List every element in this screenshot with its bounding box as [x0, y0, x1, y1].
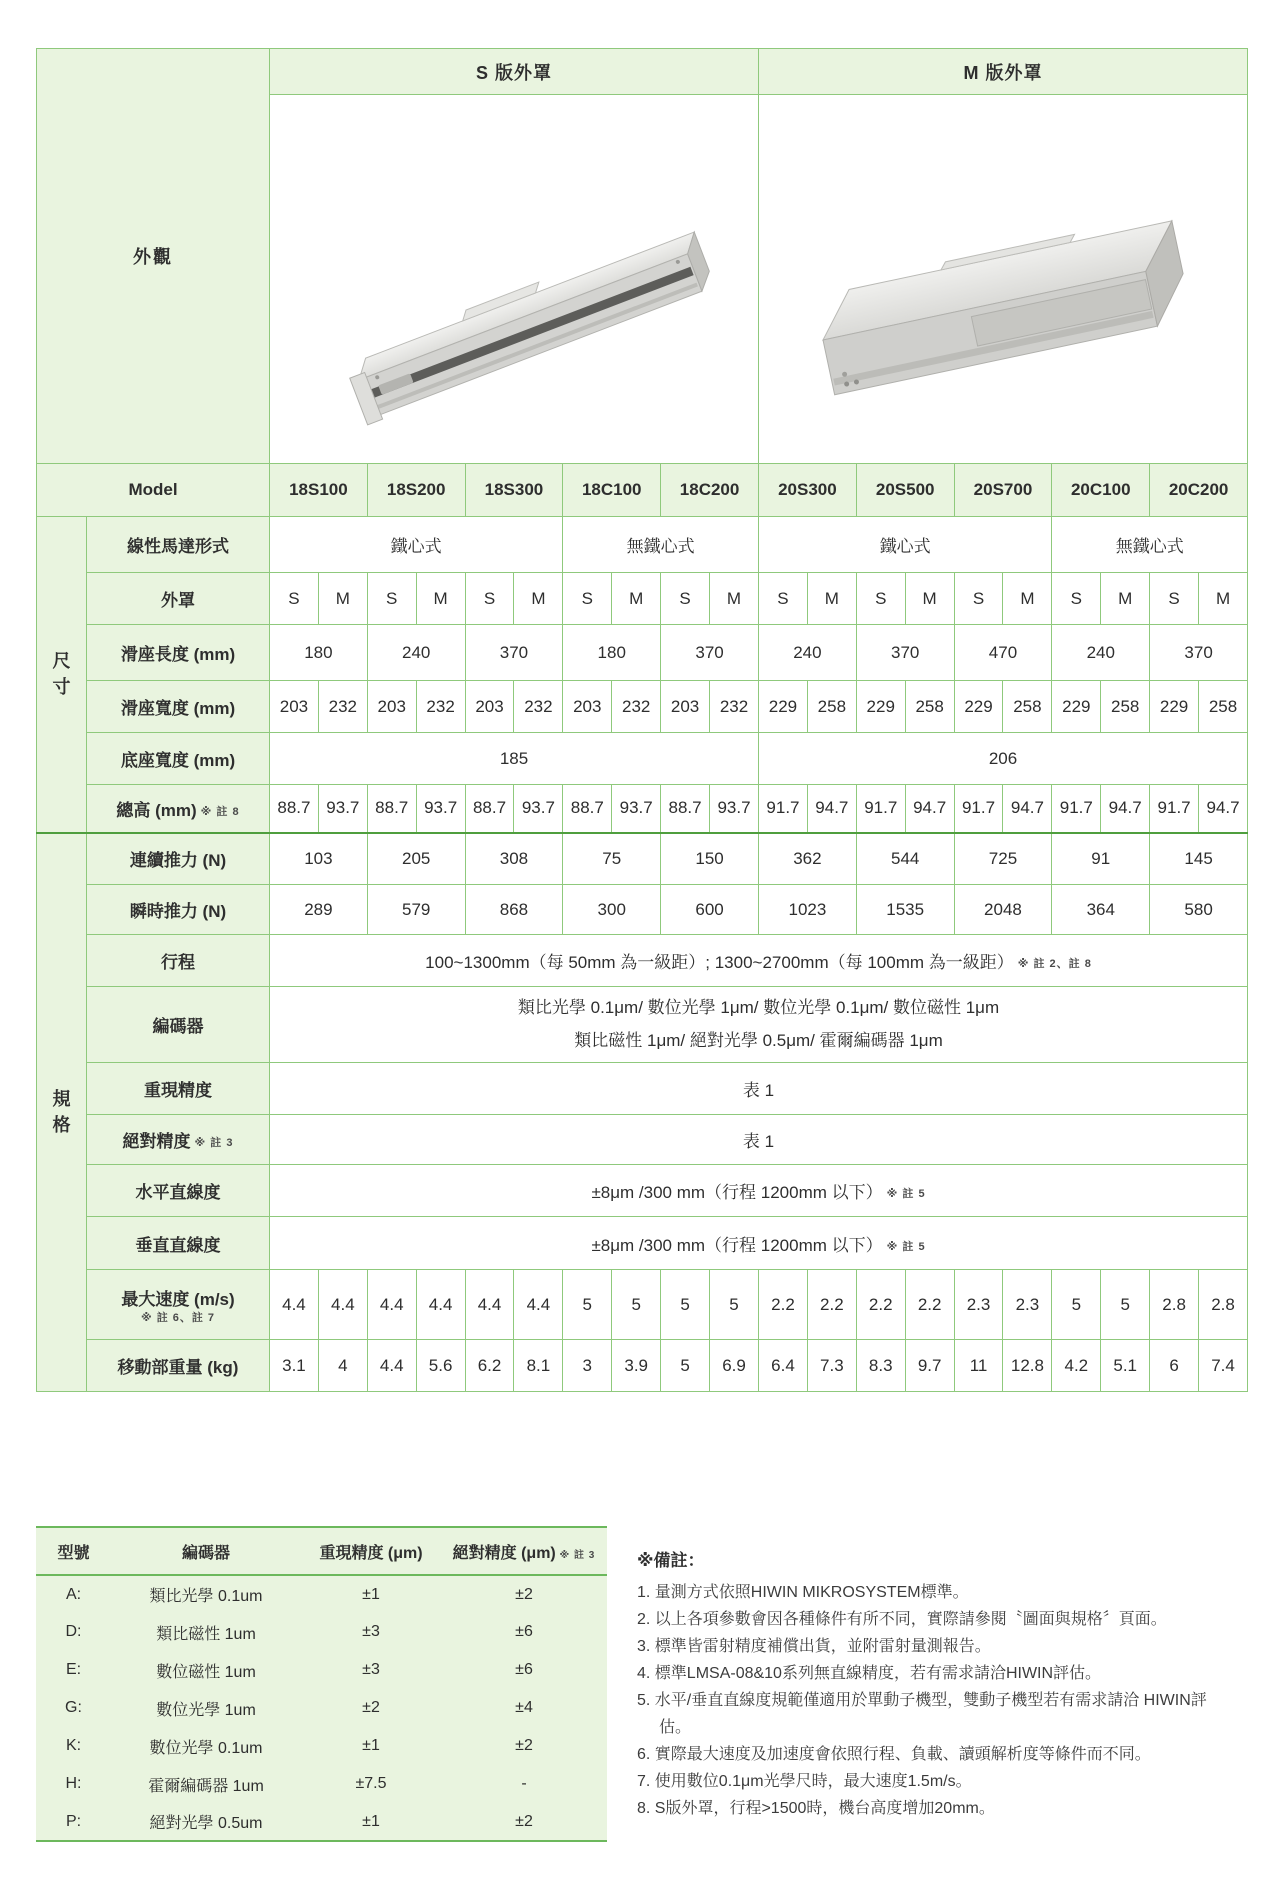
spec-cover-cell-19: M [1199, 573, 1248, 625]
encoder-cell-5-2: ±7.5 [355, 1775, 387, 1792]
model-18S300: 18S300 [465, 464, 563, 517]
encoder-cell-2-0: E: [65, 1661, 82, 1678]
spec-total-height-cell-6: 88.7 [563, 785, 612, 833]
spec-total-height-cell-15: 94.7 [1003, 785, 1052, 833]
spec-cover-cell-5: M [514, 573, 563, 625]
spec-moving-weight-cell-8: 5 [661, 1340, 710, 1392]
spec-slider-length-cell-7: 470 [954, 625, 1052, 681]
spec-slider-width-cell-17: 258 [1101, 681, 1150, 733]
spec-vertical-straightness-cell-0: ±8μm /300 mm（行程 1200mm 以下） ※ 註 5 [270, 1217, 1248, 1270]
spec-max-speed-cell-2: 4.4 [367, 1270, 416, 1340]
encoder-table-row-A [36, 1575, 607, 1613]
spec-slider-width-cell-3: 232 [416, 681, 465, 733]
encoder-cell-6-1: 絕對光學 0.5um [111, 1803, 301, 1841]
spec-cover-cell-15: M [1003, 573, 1052, 625]
encoder-table-col-0: 型號 [36, 1527, 111, 1575]
spec-slider-width-cell-10: 229 [759, 681, 808, 733]
spec-slider-width-cell-8: 203 [661, 681, 710, 733]
spec-label-vertical-straightness: 垂直直線度 [87, 1217, 270, 1270]
spec-row-absolute-accuracy [37, 1115, 1248, 1165]
bottom-section [36, 1526, 1247, 1842]
spec-slider-length-cell-1: 240 [367, 625, 465, 681]
spec-cover-cell-9: M [710, 573, 759, 625]
spec-cover-cell-3: M [416, 573, 465, 625]
spec-slider-width-cell-13: 258 [905, 681, 954, 733]
spec-slider-width-cell-16: 229 [1052, 681, 1101, 733]
encoder-table-col-3: 絕對精度 (μm) ※ 註 3 [441, 1527, 607, 1575]
spec-cont-force-cell-8: 91 [1052, 833, 1150, 885]
spec-cover-cell-11: M [807, 573, 856, 625]
s-cover-header: S 版外罩 [270, 49, 759, 95]
spec-peak-force-cell-8: 364 [1052, 885, 1150, 935]
spec-moving-weight-cell-4: 6.2 [465, 1340, 514, 1392]
encoder-table-row-E [36, 1651, 607, 1689]
spec-total-height-cell-5: 93.7 [514, 785, 563, 833]
spec-cont-force-cell-0: 103 [270, 833, 368, 885]
spec-max-speed-cell-15: 2.3 [1003, 1270, 1052, 1340]
spec-moving-weight-cell-2: 4.4 [367, 1340, 416, 1392]
spec-max-speed-cell-5: 4.4 [514, 1270, 563, 1340]
spec-peak-force-cell-4: 600 [661, 885, 759, 935]
spec-total-height-cell-18: 91.7 [1150, 785, 1199, 833]
encoder-cell-0-3: ±2 [515, 1585, 533, 1603]
spec-label-cont-force: 連續推力 (N) [87, 833, 270, 885]
encoder-table-row-P [36, 1803, 607, 1841]
spec-max-speed-cell-4: 4.4 [465, 1270, 514, 1340]
model-20C200: 20C200 [1150, 464, 1248, 517]
spec-peak-force-cell-0: 289 [270, 885, 368, 935]
remark-item-3: 3. 標準皆雷射精度補償出貨，並附雷射量測報告。 [637, 1638, 991, 1655]
model-label: Model [37, 464, 270, 517]
spec-max-speed-cell-17: 5 [1101, 1270, 1150, 1340]
spec-cont-force-cell-7: 725 [954, 833, 1052, 885]
spec-cont-force-cell-9: 145 [1150, 833, 1248, 885]
spec-slider-width-cell-9: 232 [710, 681, 759, 733]
spec-max-speed-cell-7: 5 [612, 1270, 661, 1340]
spec-label-cover: 外罩 [87, 573, 270, 625]
spec-slider-length-cell-4: 370 [661, 625, 759, 681]
encoder-cell-6-2: ±1 [301, 1803, 441, 1841]
model-20S700: 20S700 [954, 464, 1052, 517]
spec-label-moving-weight: 移動部重量 (kg) [87, 1340, 270, 1392]
spec-peak-force-cell-9: 580 [1150, 885, 1248, 935]
spec-encoder-cell-0: 類比光學 0.1μm/ 數位光學 1μm/ 數位光學 0.1μm/ 數位磁性 1μm 類比磁性 1μm/ 絕對光學 0.5μm/ 霍爾編碼器 1μm [270, 987, 1248, 1063]
spec-base-width-cell-1: 206 [759, 733, 1248, 785]
spec-row-encoder [37, 987, 1248, 1063]
encoder-cell-6-0: P: [36, 1803, 111, 1841]
spec-motor-type-cell-3: 無鐵心式 [1052, 517, 1248, 573]
spec-slider-length-cell-3: 180 [563, 625, 661, 681]
spec-cont-force-cell-5: 362 [759, 833, 857, 885]
spec-total-height-cell-7: 93.7 [612, 785, 661, 833]
encoder-cell-3-1: 數位光學 1um [156, 1701, 256, 1719]
spec-slider-width-cell-0: 203 [270, 681, 319, 733]
spec-label-slider-length: 滑座長度 (mm) [87, 625, 270, 681]
spec-moving-weight-cell-14: 11 [954, 1340, 1003, 1392]
spec-total-height-cell-10: 91.7 [759, 785, 808, 833]
spec-moving-weight-cell-16: 4.2 [1052, 1340, 1101, 1392]
spec-moving-weight-cell-5: 8.1 [514, 1340, 563, 1392]
spec-moving-weight-cell-18: 6 [1150, 1340, 1199, 1392]
spec-max-speed-cell-6: 5 [563, 1270, 612, 1340]
model-row [37, 464, 1248, 517]
spec-row-slider-length [37, 625, 1248, 681]
spec-label-slider-width: 滑座寬度 (mm) [87, 681, 270, 733]
spec-row-max-speed [37, 1270, 1248, 1340]
encoder-cell-5-3: - [521, 1775, 527, 1792]
spec-cover-cell-1: M [318, 573, 367, 625]
remark-item-4: 4. 標準LMSA-08&10系列無直線精度，若有需求請洽HIWIN評估。 [637, 1665, 1102, 1682]
spec-max-speed-cell-13: 2.2 [905, 1270, 954, 1340]
encoder-cell-3-3: ±4 [515, 1699, 533, 1716]
spec-cover-cell-13: M [905, 573, 954, 625]
remark-item-5: 5. 水平/垂直直線度規範僅適用於單動子機型，雙動子機型若有需求請洽 HIWIN評估。 [637, 1692, 1207, 1736]
spec-cover-cell-17: M [1101, 573, 1150, 625]
encoder-cell-1-3: ±6 [515, 1623, 533, 1640]
spec-moving-weight-cell-17: 5.1 [1101, 1340, 1150, 1392]
spec-slider-width-cell-2: 203 [367, 681, 416, 733]
spec-moving-weight-cell-15: 12.8 [1003, 1340, 1052, 1392]
spec-peak-force-cell-2: 868 [465, 885, 563, 935]
model-18C100: 18C100 [563, 464, 661, 517]
spec-slider-width-cell-18: 229 [1150, 681, 1199, 733]
spec-max-speed-cell-0: 4.4 [270, 1270, 319, 1340]
spec-total-height-cell-12: 91.7 [856, 785, 905, 833]
spec-absolute-accuracy-cell-0: 表 1 [270, 1115, 1248, 1165]
spec-total-height-cell-13: 94.7 [905, 785, 954, 833]
remark-item-6: 6. 實際最大速度及加速度會依照行程、負載、讀頭解析度等條件而不同。 [637, 1746, 1151, 1763]
encoder-cell-5-0: H: [65, 1775, 82, 1792]
spec-motor-type-cell-1: 無鐵心式 [563, 517, 759, 573]
spec-moving-weight-cell-9: 6.9 [710, 1340, 759, 1392]
spec-label-repeatability: 重現精度 [87, 1063, 270, 1115]
remarks-block [637, 1526, 1237, 1822]
spec-peak-force-cell-5: 1023 [759, 885, 857, 935]
spec-stroke-cell-0: 100~1300mm（每 50mm 為一級距）; 1300~2700mm（每 100mm 為一級距） ※ 註 2、註 8 [270, 935, 1248, 987]
spec-total-height-cell-8: 88.7 [661, 785, 710, 833]
spec-motor-type-cell-2: 鐵心式 [759, 517, 1052, 573]
spec-base-width-cell-0: 185 [270, 733, 759, 785]
spec-row-horizontal-straightness [37, 1165, 1248, 1217]
spec-total-height-cell-4: 88.7 [465, 785, 514, 833]
spec-row-stroke [37, 935, 1248, 987]
spec-slider-length-cell-6: 370 [856, 625, 954, 681]
spec-cover-cell-4: S [465, 573, 514, 625]
spec-label-stroke: 行程 [87, 935, 270, 987]
encoder-cell-3-0: G: [65, 1699, 82, 1716]
encoder-table-header [36, 1527, 607, 1575]
spec-label-encoder: 編碼器 [87, 987, 270, 1063]
spec-total-height-cell-11: 94.7 [807, 785, 856, 833]
spec-table [36, 48, 1248, 1392]
remarks-title: ※備註： [637, 1551, 705, 1570]
spec-total-height-cell-1: 93.7 [318, 785, 367, 833]
appearance-label: 外觀 [37, 49, 270, 464]
spec-total-height-cell-17: 94.7 [1101, 785, 1150, 833]
model-18C200: 18C200 [661, 464, 759, 517]
spec-total-height-cell-16: 91.7 [1052, 785, 1101, 833]
spec-total-height-cell-0: 88.7 [270, 785, 319, 833]
m-cover-header: M 版外罩 [759, 49, 1248, 95]
spec-total-height-cell-14: 91.7 [954, 785, 1003, 833]
spec-repeatability-cell-0: 表 1 [270, 1063, 1248, 1115]
spec-max-speed-cell-11: 2.2 [807, 1270, 856, 1340]
spec-row-slider-width [37, 681, 1248, 733]
spec-slider-width-cell-4: 203 [465, 681, 514, 733]
spec-total-height-cell-19: 94.7 [1199, 785, 1248, 833]
encoder-cell-1-0: D: [65, 1623, 82, 1640]
encoder-cell-3-2: ±2 [362, 1699, 380, 1716]
spec-max-speed-cell-14: 2.3 [954, 1270, 1003, 1340]
spec-motor-type-cell-0: 鐵心式 [270, 517, 563, 573]
cover-header-row [37, 49, 1248, 95]
spec-slider-width-cell-6: 203 [563, 681, 612, 733]
spec-peak-force-cell-1: 579 [367, 885, 465, 935]
encoder-table-col-1: 編碼器 [111, 1527, 301, 1575]
spec-cont-force-cell-3: 75 [563, 833, 661, 885]
spec-slider-width-cell-1: 232 [318, 681, 367, 733]
spec-max-speed-cell-19: 2.8 [1199, 1270, 1248, 1340]
spec-moving-weight-cell-19: 7.4 [1199, 1340, 1248, 1392]
encoder-cell-4-3: ±2 [515, 1737, 533, 1754]
encoder-cell-2-1: 數位磁性 1um [156, 1663, 256, 1681]
spec-label-horizontal-straightness: 水平直線度 [87, 1165, 270, 1217]
spec-label-total-height: 總高 (mm) ※ 註 8 [87, 785, 270, 833]
model-18S200: 18S200 [367, 464, 465, 517]
encoder-accuracy-table [36, 1526, 607, 1842]
spec-max-speed-cell-1: 4.4 [318, 1270, 367, 1340]
spec-peak-force-cell-3: 300 [563, 885, 661, 935]
m-cover-image-cell [759, 95, 1248, 464]
encoder-table-row-K [36, 1727, 607, 1765]
spec-cont-force-cell-2: 308 [465, 833, 563, 885]
spec-horizontal-straightness-cell-0: ±8μm /300 mm（行程 1200mm 以下） ※ 註 5 [270, 1165, 1248, 1217]
spec-cover-cell-10: S [759, 573, 808, 625]
spec-moving-weight-cell-13: 9.7 [905, 1340, 954, 1392]
encoder-cell-4-1: 數位光學 0.1um [149, 1739, 263, 1757]
model-20S300: 20S300 [759, 464, 857, 517]
spec-row-moving-weight [37, 1340, 1248, 1392]
encoder-table-row-D [36, 1613, 607, 1651]
spec-cont-force-cell-1: 205 [367, 833, 465, 885]
group-label-規格: 規格 [37, 833, 87, 1392]
spec-row-base-width [37, 733, 1248, 785]
spec-cover-cell-12: S [856, 573, 905, 625]
spec-cover-cell-6: S [563, 573, 612, 625]
spec-row-vertical-straightness [37, 1217, 1248, 1270]
encoder-cell-1-1: 類比磁性 1um [156, 1625, 256, 1643]
spec-slider-width-cell-5: 232 [514, 681, 563, 733]
remark-item-8: 8. S版外罩，行程>1500時，機台高度增加20mm。 [637, 1800, 995, 1817]
spec-max-speed-cell-16: 5 [1052, 1270, 1101, 1340]
spec-label-peak-force: 瞬時推力 (N) [87, 885, 270, 935]
spec-slider-width-cell-7: 232 [612, 681, 661, 733]
remark-item-1: 1. 量測方式依照HIWIN MIKROSYSTEM標準。 [637, 1584, 969, 1601]
spec-moving-weight-cell-11: 7.3 [807, 1340, 856, 1392]
spec-row-repeatability [37, 1063, 1248, 1115]
spec-cont-force-cell-6: 544 [856, 833, 954, 885]
spec-total-height-cell-3: 93.7 [416, 785, 465, 833]
spec-slider-width-cell-14: 229 [954, 681, 1003, 733]
spec-cover-cell-7: M [612, 573, 661, 625]
spec-row-cover [37, 573, 1248, 625]
model-20C100: 20C100 [1052, 464, 1150, 517]
spec-slider-width-cell-15: 258 [1003, 681, 1052, 733]
encoder-cell-0-1: 類比光學 0.1um [149, 1588, 263, 1605]
spec-cont-force-cell-4: 150 [661, 833, 759, 885]
spec-label-max-speed: 最大速度 (m/s) ※ 註 6、註 7 [87, 1270, 270, 1340]
encoder-cell-6-3: ±2 [441, 1803, 607, 1841]
group-label-尺寸: 尺寸 [37, 517, 87, 833]
spec-slider-length-cell-9: 370 [1150, 625, 1248, 681]
spec-peak-force-cell-6: 1535 [856, 885, 954, 935]
encoder-cell-0-0: A: [65, 1585, 82, 1603]
spec-label-absolute-accuracy: 絕對精度 ※ 註 3 [87, 1115, 270, 1165]
spec-moving-weight-cell-12: 8.3 [856, 1340, 905, 1392]
spec-row-cont-force [37, 833, 1248, 885]
spec-cover-cell-18: S [1150, 573, 1199, 625]
spec-slider-width-cell-11: 258 [807, 681, 856, 733]
spec-total-height-cell-2: 88.7 [367, 785, 416, 833]
spec-cover-cell-14: S [954, 573, 1003, 625]
spec-cover-cell-2: S [367, 573, 416, 625]
spec-slider-length-cell-5: 240 [759, 625, 857, 681]
spec-slider-length-cell-0: 180 [270, 625, 368, 681]
spec-slider-length-cell-2: 370 [465, 625, 563, 681]
s-cover-image-cell [270, 95, 759, 464]
encoder-table-row-G [36, 1689, 607, 1727]
spec-max-speed-cell-9: 5 [710, 1270, 759, 1340]
spec-max-speed-cell-8: 5 [661, 1270, 710, 1340]
encoder-cell-2-3: ±6 [515, 1661, 533, 1678]
spec-cover-cell-16: S [1052, 573, 1101, 625]
spec-moving-weight-cell-7: 3.9 [612, 1340, 661, 1392]
encoder-cell-1-2: ±3 [362, 1623, 380, 1640]
spec-row-peak-force [37, 885, 1248, 935]
spec-moving-weight-cell-3: 5.6 [416, 1340, 465, 1392]
encoder-cell-2-2: ±3 [362, 1661, 380, 1678]
spec-label-base-width: 底座寬度 (mm) [87, 733, 270, 785]
encoder-cell-0-2: ±1 [362, 1585, 380, 1603]
spec-slider-width-cell-19: 258 [1199, 681, 1248, 733]
remark-item-2: 2. 以上各項參數會因各種條件有所不同，實際請參閱〝圖面與規格〞頁面。 [637, 1611, 1167, 1628]
spec-moving-weight-cell-1: 4 [318, 1340, 367, 1392]
spec-slider-width-cell-12: 229 [856, 681, 905, 733]
encoder-table-col-2: 重現精度 (μm) [301, 1527, 441, 1575]
spec-label-motor-type: 線性馬達形式 [87, 517, 270, 573]
remark-item-7: 7. 使用數位0.1μm光學尺時，最大速度1.5m/s。 [637, 1773, 972, 1790]
encoder-cell-4-0: K: [65, 1737, 82, 1754]
linear-stage-m-image [761, 112, 1246, 442]
encoder-table-row-H [36, 1765, 607, 1803]
spec-moving-weight-cell-0: 3.1 [270, 1340, 319, 1392]
spec-cover-cell-8: S [661, 573, 710, 625]
spec-max-speed-cell-18: 2.8 [1150, 1270, 1199, 1340]
spec-max-speed-cell-3: 4.4 [416, 1270, 465, 1340]
spec-slider-length-cell-8: 240 [1052, 625, 1150, 681]
spec-moving-weight-cell-10: 6.4 [759, 1340, 808, 1392]
model-20S500: 20S500 [856, 464, 954, 517]
encoder-cell-4-2: ±1 [362, 1737, 380, 1754]
remarks-list [637, 1579, 1237, 1822]
spec-max-speed-cell-10: 2.2 [759, 1270, 808, 1340]
spec-peak-force-cell-7: 2048 [954, 885, 1052, 935]
spec-cover-cell-0: S [270, 573, 319, 625]
spec-row-motor-type [37, 517, 1248, 573]
spec-row-total-height [37, 785, 1248, 833]
linear-stage-s-image [279, 112, 749, 442]
spec-total-height-cell-9: 93.7 [710, 785, 759, 833]
encoder-cell-5-1: 霍爾編碼器 1um [148, 1777, 264, 1795]
model-18S100: 18S100 [270, 464, 368, 517]
spec-max-speed-cell-12: 2.2 [856, 1270, 905, 1340]
spec-moving-weight-cell-6: 3 [563, 1340, 612, 1392]
